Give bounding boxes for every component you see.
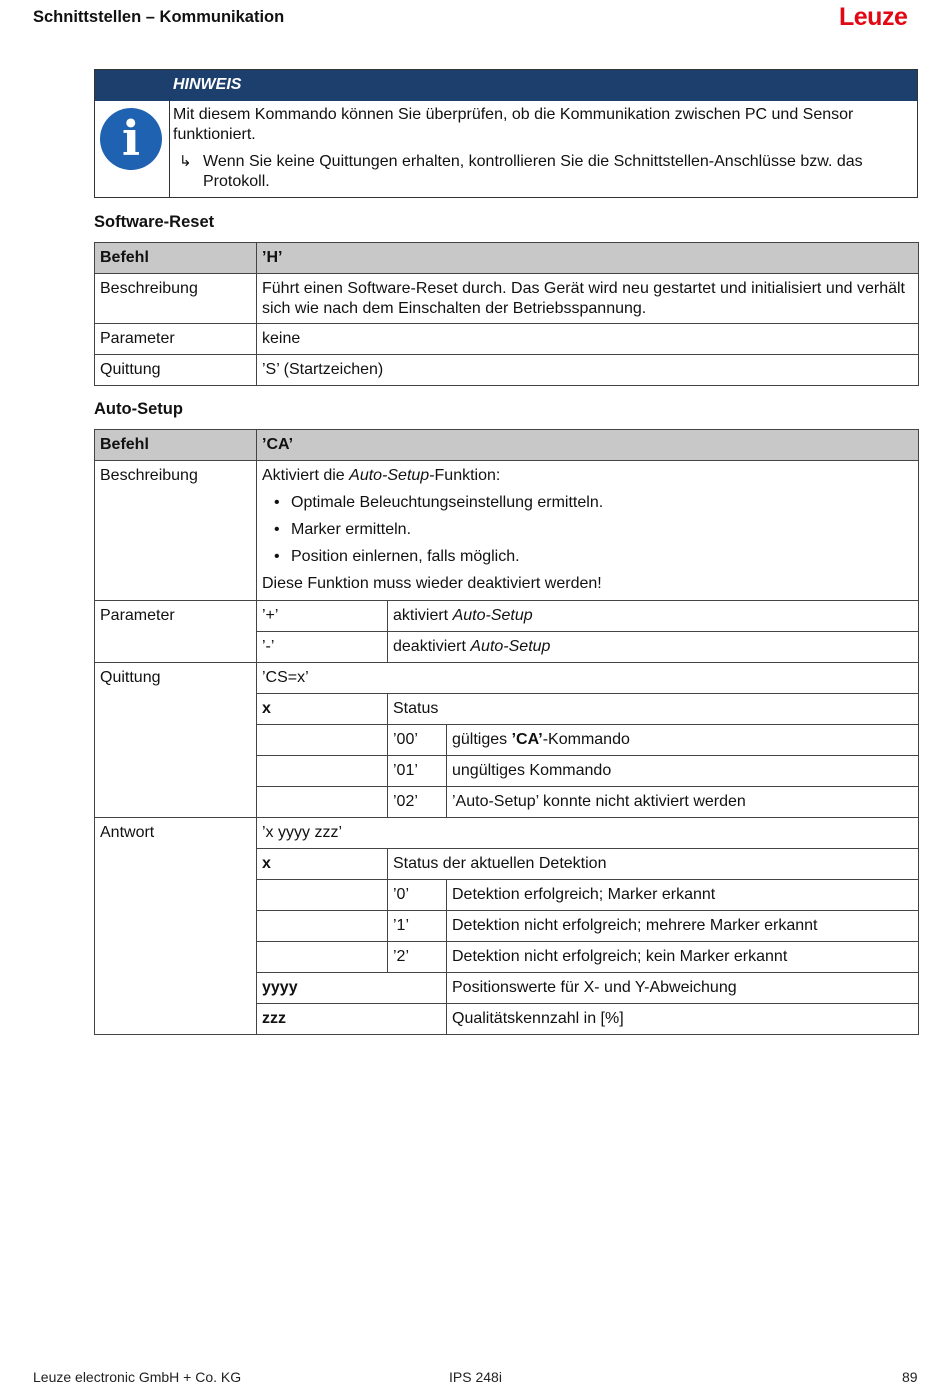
header-command: ’H’ bbox=[257, 243, 919, 274]
status-code: ’02’ bbox=[388, 787, 447, 818]
param-code: ’+’ bbox=[257, 601, 388, 632]
empty-cell bbox=[257, 942, 388, 973]
table-row bbox=[95, 274, 919, 324]
footer-company: Leuze electronic GmbH + Co. KG bbox=[33, 1369, 242, 1385]
row-label: Beschreibung bbox=[95, 274, 257, 324]
var-desc: Positionswerte für X- und Y-Abweichung bbox=[447, 973, 919, 1004]
header-label: Befehl bbox=[95, 243, 257, 274]
row-label: Quittung bbox=[95, 663, 257, 818]
status-code: ’0’ bbox=[388, 880, 447, 911]
info-icon: i bbox=[100, 108, 162, 170]
status-desc: ’Auto-Setup’ konnte nicht aktiviert werden bbox=[447, 787, 919, 818]
var-name: x bbox=[257, 849, 388, 880]
description-intro: Aktiviert die Auto-Setup-Funktion: bbox=[262, 467, 501, 484]
row-label: Parameter bbox=[95, 601, 257, 663]
note-text: Mit diesem Kommando können Sie überprüfen, ob die Kommunikation zwischen PC und Sensor funktioniert. bbox=[173, 106, 854, 143]
status-code: ’00’ bbox=[388, 725, 447, 756]
response-format: ’CS=x’ bbox=[257, 663, 919, 694]
table-row bbox=[95, 461, 919, 601]
empty-cell bbox=[257, 787, 388, 818]
bullet-item: • Position einlernen, falls möglich. bbox=[262, 547, 913, 567]
step-arrow-icon: ↳ bbox=[179, 153, 192, 170]
auto-setup-table bbox=[94, 429, 919, 1035]
note-icon-cell bbox=[95, 101, 170, 197]
status-desc: gültiges ’CA’-Kommando bbox=[447, 725, 919, 756]
table-row bbox=[95, 324, 919, 355]
row-label: Beschreibung bbox=[95, 461, 257, 601]
footer-page-number: 89 bbox=[902, 1369, 918, 1385]
table-header-row bbox=[95, 243, 919, 274]
table-row bbox=[95, 355, 919, 386]
row-label: Parameter bbox=[95, 324, 257, 355]
status-code: ’01’ bbox=[388, 756, 447, 787]
var-desc: Qualitätskennzahl in [%] bbox=[447, 1004, 919, 1035]
empty-cell bbox=[257, 725, 388, 756]
row-value: Führt einen Software-Reset durch. Das Gerät wird neu gestartet und initialisiert und verhält sich wie nach dem Einschalten der Betriebsspannung. bbox=[257, 274, 919, 324]
note-label: HINWEIS bbox=[173, 76, 242, 93]
description-cell bbox=[257, 461, 919, 601]
footer-product: IPS 248i bbox=[449, 1369, 502, 1385]
empty-cell bbox=[257, 756, 388, 787]
status-desc: ungültiges Kommando bbox=[447, 756, 919, 787]
param-code: ’-’ bbox=[257, 632, 388, 663]
var-desc: Status der aktuellen Detektion bbox=[388, 849, 919, 880]
status-desc: Detektion nicht erfolgreich; mehrere Marker erkannt bbox=[447, 911, 919, 942]
section-title-auto-setup: Auto-Setup bbox=[94, 400, 183, 418]
brand-logo: Leuze bbox=[839, 3, 908, 31]
empty-cell bbox=[257, 911, 388, 942]
status-desc: Detektion nicht erfolgreich; kein Marker erkannt bbox=[447, 942, 919, 973]
row-value: ’S’ (Startzeichen) bbox=[257, 355, 919, 386]
header-command: ’CA’ bbox=[257, 430, 919, 461]
table-row bbox=[95, 818, 919, 849]
note-step-text: Wenn Sie keine Quittungen erhalten, kontrollieren Sie die Schnittstellen-Anschlüsse bzw. das Protokoll. bbox=[203, 153, 863, 190]
var-name: yyyy bbox=[257, 973, 447, 1004]
page-section-title: Schnittstellen – Kommunikation bbox=[33, 8, 285, 26]
note-box bbox=[94, 69, 918, 198]
status-code: ’2’ bbox=[388, 942, 447, 973]
bullet-item: • Marker ermitteln. bbox=[262, 520, 913, 540]
response-format: ’x yyyy zzz’ bbox=[257, 818, 919, 849]
var-name: zzz bbox=[257, 1004, 447, 1035]
param-desc: aktiviert Auto-Setup bbox=[388, 601, 919, 632]
bullet-item: • Optimale Beleuchtungseinstellung ermitteln. bbox=[262, 493, 913, 513]
row-label: Antwort bbox=[95, 818, 257, 1035]
section-title-software-reset: Software-Reset bbox=[94, 213, 215, 231]
note-header bbox=[95, 70, 917, 101]
header-label: Befehl bbox=[95, 430, 257, 461]
row-value: keine bbox=[257, 324, 919, 355]
table-header-row bbox=[95, 430, 919, 461]
status-desc: Detektion erfolgreich; Marker erkannt bbox=[447, 880, 919, 911]
table-row bbox=[95, 663, 919, 694]
description-closing: Diese Funktion muss wieder deaktiviert werden! bbox=[262, 575, 602, 592]
var-name: x bbox=[257, 694, 388, 725]
row-label: Quittung bbox=[95, 355, 257, 386]
status-code: ’1’ bbox=[388, 911, 447, 942]
software-reset-table bbox=[94, 242, 919, 386]
empty-cell bbox=[257, 880, 388, 911]
var-desc: Status bbox=[388, 694, 919, 725]
param-desc: deaktiviert Auto-Setup bbox=[388, 632, 919, 663]
table-row bbox=[95, 601, 919, 632]
